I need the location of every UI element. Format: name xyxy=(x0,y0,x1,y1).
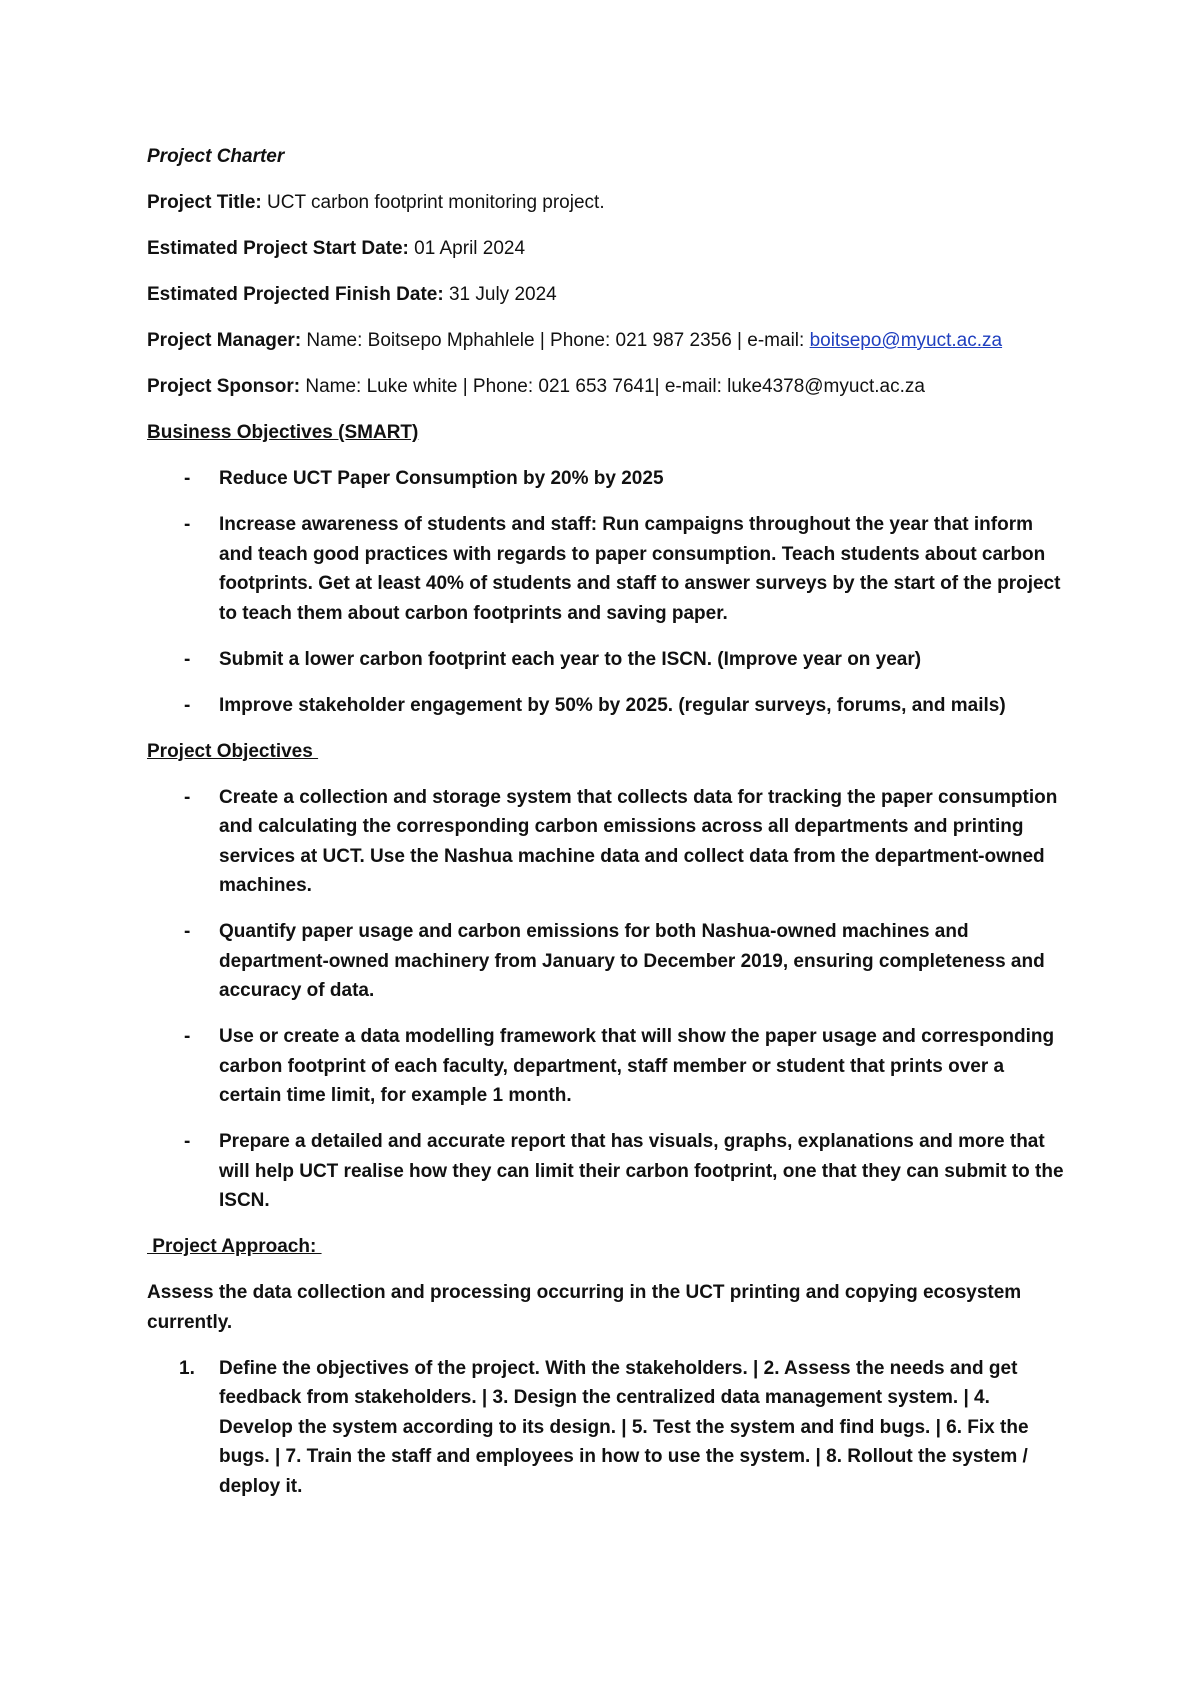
document-page xyxy=(147,142,1067,1518)
project-title-label: Project Title: xyxy=(147,192,262,213)
list-item xyxy=(147,1022,1067,1111)
project-manager-label: Project Manager: xyxy=(147,330,302,351)
project-sponsor-line xyxy=(147,372,1067,402)
number-marker: 1. xyxy=(179,1357,195,1379)
list-item-text: Prepare a detailed and accurate report that has visuals, graphs, explanations and more that will help UCT realise how they can limit their carbon footprint, one that they can submit to the ISCN. xyxy=(219,1131,1064,1211)
business-objectives-list xyxy=(147,464,1067,720)
project-manager-email-link[interactable]: boitsepo@myuct.ac.za xyxy=(809,330,1003,351)
dash-marker: - xyxy=(184,468,191,489)
list-item xyxy=(147,917,1067,1006)
project-sponsor-label: Project Sponsor: xyxy=(147,376,301,397)
project-manager-value: Name: Boitsepo Mphahlele | Phone: 021 987 2356 | e-mail: xyxy=(301,330,810,351)
dash-marker: - xyxy=(184,921,191,942)
project-manager-line xyxy=(147,326,1067,356)
dash-marker: - xyxy=(184,694,191,716)
list-item-text: Quantify paper usage and carbon emissions for both Nashua-owned machines and department-owned machinery from January to December 2019, ensuring completeness and accuracy of data. xyxy=(219,921,1045,1001)
list-item-text: Submit a lower carbon footprint each year to the ISCN. (Improve year on year) xyxy=(219,648,922,670)
list-item xyxy=(147,510,1067,628)
business-objectives-heading: Business Objectives (SMART) xyxy=(147,422,419,443)
project-objectives-list xyxy=(147,783,1067,1216)
list-item xyxy=(147,464,1067,494)
finish-date-line xyxy=(147,280,1067,310)
finish-date-label: Estimated Projected Finish Date: xyxy=(147,284,444,305)
project-objectives-heading: Project Objectives xyxy=(147,740,319,762)
project-title-line xyxy=(147,188,1067,218)
list-item-text: Define the objectives of the project. With the stakeholders. | 2. Assess the needs and get feedback from stakeholders. | 3. Design the centralized data management system. | 4. Develop the system according to its design. | 5. Test the system and find bugs. | 6. Fix the bugs. | 7. Train the staff and employees in how to use the system. | 8. Rollout the system / deploy it. xyxy=(219,1357,1029,1497)
finish-date-value: 31 July 2024 xyxy=(443,284,557,305)
start-date-label: Estimated Project Start Date: xyxy=(147,238,409,259)
project-sponsor-value: Name: Luke white | Phone: 021 653 7641| e-mail: luke4378@myuct.ac.za xyxy=(300,376,925,397)
list-item-text: Improve stakeholder engagement by 50% by 2025. (regular surveys, forums, and mails) xyxy=(219,694,1006,716)
list-item-text: Create a collection and storage system that collects data for tracking the paper consumption and calculating the corresponding carbon emissions across all departments and printing services at UCT. Use the Nashua machine data and collect data from the department-owned machines. xyxy=(219,786,1058,896)
project-approach-steps xyxy=(147,1354,1067,1502)
project-approach-intro: Assess the data collection and processing occurring in the UCT printing and copying ecosystem currently. xyxy=(147,1282,1022,1333)
dash-marker: - xyxy=(184,786,191,808)
list-item xyxy=(147,691,1067,721)
project-title-value: UCT carbon footprint monitoring project. xyxy=(261,192,605,213)
list-item xyxy=(147,1354,1067,1502)
list-item xyxy=(147,1127,1067,1216)
project-approach-heading: Project Approach: xyxy=(147,1236,322,1257)
list-item xyxy=(147,783,1067,901)
list-item xyxy=(147,645,1067,675)
dash-marker: - xyxy=(184,1026,191,1047)
dash-marker: - xyxy=(184,648,191,670)
start-date-line xyxy=(147,234,1067,264)
list-item-text: Reduce UCT Paper Consumption by 20% by 2025 xyxy=(219,468,664,489)
list-item-text: Use or create a data modelling framework that will show the paper usage and corresponding carbon footprint of each faculty, department, staff member or student that prints over a certain time limit, for example 1 month. xyxy=(219,1026,1055,1106)
start-date-value: 01 April 2024 xyxy=(408,238,526,259)
document-title: Project Charter xyxy=(147,146,285,167)
dash-marker: - xyxy=(184,514,191,535)
dash-marker: - xyxy=(184,1131,191,1152)
list-item-text: Increase awareness of students and staff: Run campaigns throughout the year that inform and teach good practices with regards to paper consumption. Teach students about carbon footprints. Get at least 40% of students and staff to answer surveys by the start of the project to teach them about carbon footprints and saving paper. xyxy=(219,514,1061,624)
